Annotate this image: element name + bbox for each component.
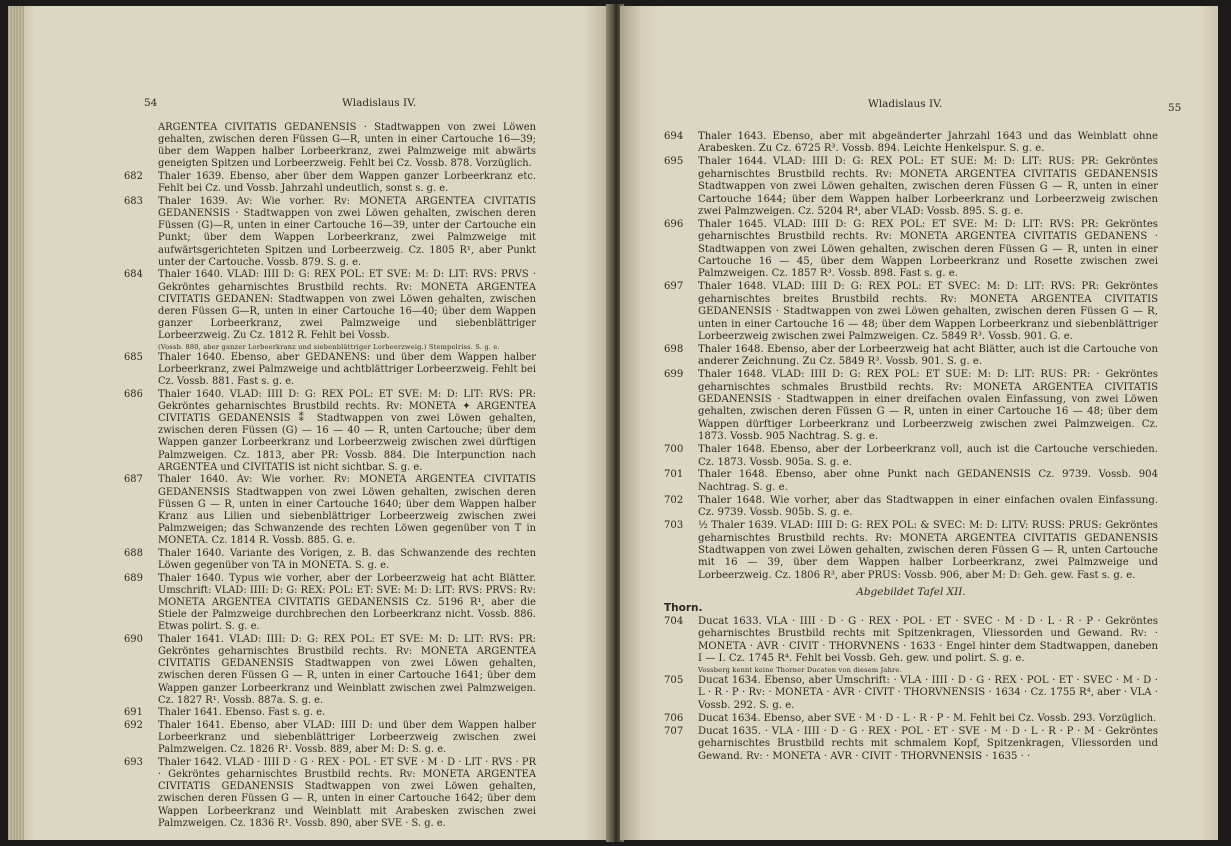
- entry-number: 689: [124, 572, 143, 584]
- entry-text: Thaler 1641. Ebenso. Fast s. g. e.: [158, 707, 326, 719]
- entry-text: Thaler 1640. Ebenso, aber GEDANENS: und über dem Wappen halber Lorbeerkranz, zwei Palmzweige und achtblättriger Lorbeerzweig. Fehlt bei Cz. Vossb. 881. Fast s. g. e.: [158, 351, 536, 388]
- right-page: [620, 6, 1218, 840]
- catalog-entry: [124, 352, 536, 388]
- entry-number: 683: [124, 195, 143, 207]
- entry-text: Thaler 1641. Ebenso, aber VLAD: IIII D: und über dem Wappen halber Lorbeerkranz und siebenblättriger Lorbeerzweig zwischen zwei Palmzweigen. Cz. 1826 R¹. Vossb. 889, aber M: D: S. g. e.: [158, 720, 536, 756]
- right-text-block: [664, 131, 1158, 763]
- entry-number: 703: [664, 520, 684, 532]
- entry-text: Thaler 1645. VLAD: IIII D: G: REX POL: ET SVE: M: D: LIT: RVS: PR: Gekröntes geharnischtes Brustbild rechts. Rv: MONETA ARGENTEA CIVITATIS GEDANENS · Stadtwappen von zwei Löwen gehalten, zwischen deren Füssen G — R, unten in einer Cartouche 16 — 45, über dem Wappen Lorbeerkranz und Rosette zwischen zwei Palmzweigen. Cz. 1857 R³. Vossb. 898. Fast s. g. e.: [698, 218, 1158, 280]
- catalog-entry: [124, 171, 536, 195]
- left-page-number: 54: [144, 97, 158, 109]
- right-running-head: Wladislaus IV.: [868, 98, 943, 110]
- entry-text: Ducat 1635. · VLA · IIII · D · G · REX · POL · ET · SVE · M · D · L · R · P · M · Gekröntes geharnischtes Brustbild rechts mit schmalem Kopf, Spitzenkragen, Vliessorden und Gewand. Rv: · MONETA · AVR · CIVIT · THORVNENSIS · 1635 · ·: [698, 725, 1158, 762]
- entry-number: 706: [664, 712, 684, 724]
- entry-text: Thaler 1644. VLAD: IIII D: G: REX POL: ET SUE: M: D: LIT: RUS: PR: Gekröntes geharnischtes Brustbild rechts. Rv: MONETA ARGENTEA CIVITATIS GEDANENSIS Stadtwappen von zwei Löwen gehalten, zwischen deren Füssen G — R, unten in einer Cartouche 1644; über dem Wappen halber Lorbeerkranz und Lorbeerzweig zwischen zwei Palmzweigen. Cz. 5204 R⁴, aber VLAD: Vossb. 895. S. g. e.: [698, 156, 1158, 217]
- catalog-entry: [664, 469, 1158, 494]
- right-page-number: 55: [1168, 102, 1182, 114]
- section-title-thorn: Thorn.: [664, 601, 703, 614]
- entry-number: 682: [124, 171, 143, 183]
- entry-text: Thaler 1639. Ebenso, aber über dem Wappen ganzer Lorbeerkranz etc. Fehlt bei Cz. und Vossb. Jahrzahl undeutlich, sonst s. g. e.: [158, 171, 536, 195]
- entry-text: Thaler 1648. VLAD: IIII D: G: REX POL: ET SVEC: M: D: LIT: RVS: PR: Gekröntes geharnischtes breites Brustbild rechts. Rv: MONETA ARGENTEA CIVITATIS GEDANENSIS · Stadtwappen von zwei Löwen gehalten, zwischen deren Füssen G — R, unten in einer Cartouche 16 — 48; über dem Wappen Lorbeerkranz und siebenblättriger Lorbeerzweig zwischen zwei Palmzweigen. Cz. 5849 R³. Vossb. 901. G. e.: [698, 281, 1158, 342]
- entry-number: 692: [124, 720, 143, 731]
- catalog-entry: [664, 726, 1158, 763]
- entry-number: 700: [664, 444, 684, 456]
- catalog-entry: [664, 616, 1158, 666]
- entry-text: Thaler 1640. VLAD: IIII D: G: REX POL: ET SVE: M: D: LIT: RVS: PRVS · Gekröntes geharnischtes Brustbild rechts. Rv: MONETA ARGENTEA CIVITATIS GEDANEN: Stadtwappen von zwei Löwen gehalten, zwischen deren Füssen G—R, unten in einer Cartouche 16—40; über dem Wappen ganzer Lorbeerkranz, zwei Palmzweige und siebenblättriger Lorbeerzweig. Zu Cz. 1812 R. Fehlt bei Vossb.: [158, 269, 536, 342]
- left-entries: [124, 171, 536, 830]
- entry-text: Thaler 1648. Wie vorher, aber das Stadtwappen in einer einfachen ovalen Einfassung. Cz. 9739. Vossb. 905b. S. g. e.: [698, 494, 1158, 519]
- catalog-entry: [124, 573, 536, 634]
- catalog-entry: [664, 344, 1158, 369]
- entry-footnote: (Vossb. 880, aber ganzer Lorbeerkranz und siebenblättriger Lorbeerzweig.) Stempelriss. S. g. e.: [158, 342, 500, 351]
- catalog-entry: [664, 675, 1158, 712]
- entry-number: 696: [664, 218, 684, 230]
- entry-text: Thaler 1642. VLAD · IIII D · G · REX · POL · ET SVE · M · D · LIT · RVS · PR · Gekröntes geharnischtes Brustbild rechts. Rv: MONETA ARGENTEA CIVITATIS GEDANENSIS Stadtwappen von zwei Löwen gehalten, zwischen deren Füssen G — R, unten in einer Cartouche 1642; über dem Wappen Lorbeerkranz und Weinblatt mit Arabesken zwischen zwei Palmzweigen. Cz. 1836 R¹. Vossb. 890, aber SVE · S. g. e.: [158, 756, 536, 829]
- entry-text: Thaler 1648. Ebenso, aber ohne Punkt nach GEDANENSIS Cz. 9739. Vossb. 904 Nachtrag. S. g. e.: [698, 469, 1158, 493]
- entry-text: Ducat 1634. Ebenso, aber SVE · M · D · L · R · P · M. Fehlt bei Cz. Vossb. 293. Vorzüglich.: [698, 712, 1157, 724]
- catalog-entry: [124, 548, 536, 572]
- right-entries: [664, 131, 1158, 582]
- entry-number: 687: [124, 474, 143, 486]
- entry-number: 693: [124, 756, 143, 768]
- catalog-entry: [664, 520, 1158, 582]
- book-page-edges: [8, 6, 24, 840]
- entry-number: 694: [664, 131, 684, 142]
- entry-number: 705: [664, 675, 684, 687]
- catalog-entry: [664, 156, 1158, 218]
- catalog-entry: [664, 131, 1158, 156]
- entry-text: Thaler 1648. VLAD: IIII D: G: REX POL: ET SUE: M: D: LIT: RUS: PR: · Gekröntes geharnischtes schmales Brustbild rechts. Rv: MONETA ARGENTEA CIVITATIS GEDANENSIS · Stadtwappen in einer dreifachen ovalen Einfassung, von zwei Löwen gehalten, zwischen deren Füssen G — R, unten in einer Cartouche 16 — 48; über dem Wappen dürftiger Lorbeerkranz und Lorbeerzweig zwischen zwei Palmzweigen. Cz. 1873. Vossb. 905 Nachtrag. S. g. e.: [698, 369, 1158, 443]
- catalog-entry: [664, 444, 1158, 469]
- entry-number: 704: [664, 615, 684, 627]
- entry-number: 698: [664, 343, 684, 355]
- entry-number: 707: [664, 725, 684, 737]
- entry-text: Thaler 1639. Av: Wie vorher. Rv: MONETA ARGENTEA CIVITATIS GEDANENSIS · Stadtwappen von zwei Löwen gehalten, zwischen deren Füssen (G)—R, unten in einer Cartouche 16—39, unter der Cartouche ein Punkt; über dem Wappen Lorbeerkranz, zwei Palmzweige mit aufwärtsgerichteten Spitzen und Lorbeerzweig. Cz. 1805 R¹, aber Punkt unter der Cartouche. Vossb. 879. S. g. e.: [158, 195, 536, 268]
- entry-text: Ducat 1633. VLA · IIII · D · G · REX · POL · ET · SVEC · M · D · L · R · P · Gekröntes geharnischtes Brustbild rechts mit Spitzenkragen, Vliessorden und Gewand. Rv: · MONETA · AVR · CIVIT · THORVNENS · 1633 · Engel hinter dem Stadtwappen, daneben I — I. Cz. 1745 R⁴. Fehlt bei Vossb. Geh. gew. und polirt. S. g. e.: [698, 615, 1158, 665]
- entry-number: 684: [124, 269, 143, 281]
- entry-text: Thaler 1648. Ebenso, aber der Lorbeerzweig hat acht Blätter, auch ist die Cartouche von anderer Zeichnung. Zu Cz. 5849 R³. Vossb. 901. S. g. e.: [698, 343, 1158, 368]
- entry-number: 686: [124, 388, 143, 400]
- entry-number: 690: [124, 633, 143, 645]
- entry-text: Thaler 1640. Av: Wie vorher. Rv: MONETA ARGENTEA CIVITATIS GEDANENSIS Stadtwappen von zwei Löwen gehalten, zwischen deren Füssen G — R, unten in einer Cartouche 1640; über dem Wappen halber Kranz aus Lilien und siebenblättriger Lorbeerzweig zwischen zwei Palmzweigen; das Schwanzende des rechten Löwen gegenüber von T in MONETA. Cz. 1814 R. Vossb. 885. G. e.: [158, 474, 536, 547]
- catalog-entry: [124, 474, 536, 547]
- plate-note: Abgebildet Tafel XII.: [856, 586, 966, 599]
- thorn-entries: [664, 616, 1158, 763]
- entry-number: 699: [664, 369, 684, 381]
- entry-text: Thaler 1643. Ebenso, aber mit abgeänderter Jahrzahl 1643 und das Weinblatt ohne Arabesken. Zu Cz. 6725 R³. Vossb. 894. Leichte Henkelspur. S. g. e.: [698, 131, 1158, 155]
- entry-number: 702: [664, 494, 684, 506]
- entry-text: Thaler 1640. VLAD: IIII D: G: REX POL: ET SVE: M: D: LIT: RVS: PR: Gekröntes geharnischtes Brustbild rechts. Rv: MONETA ✦ ARGENTEA CIVITATIS GEDANENSIS ⁑ Stadtwappen von zwei Löwen gehalten, zwischen deren Füssen (G) — 16 — 40 — R, unten Cartouche; über dem Wappen ganzer Lorbeerkranz und Lorbeerzweig zwischen zwei dürftigen Palmzweigen. Cz. 1813, aber PR: Vossb. 884. Die Interpunction nach ARGENTEA und CIVITATIS ist nicht sichtbar. S. g. e.: [158, 388, 536, 473]
- catalog-entry: [664, 281, 1158, 343]
- entry-text: Thaler 1641. VLAD: IIII: D: G: REX POL: ET SVE: M: D: LIT: RVS: PR: Gekröntes geharnischtes Brustbild rechts. Rv: MONETA ARGENTEA CIVITATIS GEDANENSIS Stadtwappen von zwei Löwen gehalten, zwischen deren Füssen G — R, unten in einer Cartouche 1641; über dem Wappen ganzer Lorbeerkranz und Weinblatt zwischen zwei Palmzweigen. Cz. 1827 R¹. Vossb. 887a. S. g. e.: [158, 633, 536, 706]
- entry-number: 685: [124, 351, 143, 363]
- entry-number: 688: [124, 547, 143, 559]
- left-page: [24, 6, 612, 840]
- catalog-entry: [124, 757, 536, 830]
- entry-text: Thaler 1648. Ebenso, aber der Lorbeerkranz voll, auch ist die Cartouche verschieden. Cz. 1873. Vossb. 905a. S. g. e.: [698, 444, 1158, 468]
- entry-number: 691: [124, 707, 143, 719]
- catalog-entry: [124, 196, 536, 269]
- catalog-entry: [124, 707, 536, 719]
- left-text-block: [124, 122, 536, 830]
- continuation-paragraph: [124, 122, 536, 171]
- entry-number: 697: [664, 281, 684, 293]
- catalog-entry: [664, 369, 1158, 443]
- left-running-head: Wladislaus IV.: [342, 97, 417, 109]
- catalog-entry: [124, 720, 536, 756]
- catalog-entry: [664, 713, 1158, 725]
- entry-text: ½ Thaler 1639. VLAD: IIII D: G: REX POL: & SVEC: M: D: LITV: RUSS: PRUS: Gekröntes geharnischtes Brustbild rechts. Rv: MONETA ARGENTEA CIVITATIS GEDANENSIS Stadtwappen von zwei Löwen gehalten, zwischen deren Füssen G — R, unten Cartouche mit 16 — 39, über dem Wappen halber Lorbeerkranz, zwei Palmzweige und Lorbeerzweig. Cz. 1806 R³, aber PRUS: Vossb. 906, aber M: D: Geh. gew. Fast s. g. e.: [698, 520, 1158, 581]
- catalog-entry: [664, 495, 1158, 520]
- catalog-entry: [124, 634, 536, 707]
- entry-number: 695: [664, 156, 684, 168]
- catalog-entry: [124, 269, 536, 342]
- continuation-text: ARGENTEA CIVITATIS GEDANENSIS · Stadtwappen von zwei Löwen gehalten, zwischen deren Füssen G—R, unten in einer Cartouche 16—39; über dem Wappen halber Lorbeerkranz, zwei Palmzweige mit abwärts geneigten Spitzen und Lorbeerzweig. Fehlt bei Cz. Vossb. 878. Vorzüglich.: [158, 122, 536, 170]
- entry-text: Ducat 1634. Ebenso, aber Umschrift: · VLA · IIII · D · G · REX · POL · ET · SVEC · M · D · L · R · P · Rv: · MONETA · AVR · CIVIT · THORVNENSIS · 1634 · Cz. 1755 R⁴, aber · VLA · Vossb. 292. S. g. e.: [698, 675, 1158, 711]
- catalog-entry: [664, 219, 1158, 281]
- catalog-entry: [124, 389, 536, 474]
- entry-text: Thaler 1640. Variante des Vorigen, z. B. das Schwanzende des rechten Löwen gegenüber von TA in MONETA. S. g. e.: [158, 547, 536, 571]
- entry-text: Thaler 1640. Typus wie vorher, aber der Lorbeerzweig hat acht Blätter. Umschrift: VLAD: IIII: D: G: REX: POL: ET: SVE: M: D: LIT: RVS: PRVS: Rv: MONETA ARGENTEA CIVITATIS GEDANENSIS Cz. 5196 R¹, aber die Stiele der Palmzweige durchbrechen den Lorbeerkranz nicht. Vossb. 886. Etwas polirt. S. g. e.: [158, 572, 537, 633]
- entry-footnote: Vossberg kennt keine Thorner Ducaten von diesem Jahre.: [698, 666, 902, 675]
- entry-number: 701: [664, 469, 684, 481]
